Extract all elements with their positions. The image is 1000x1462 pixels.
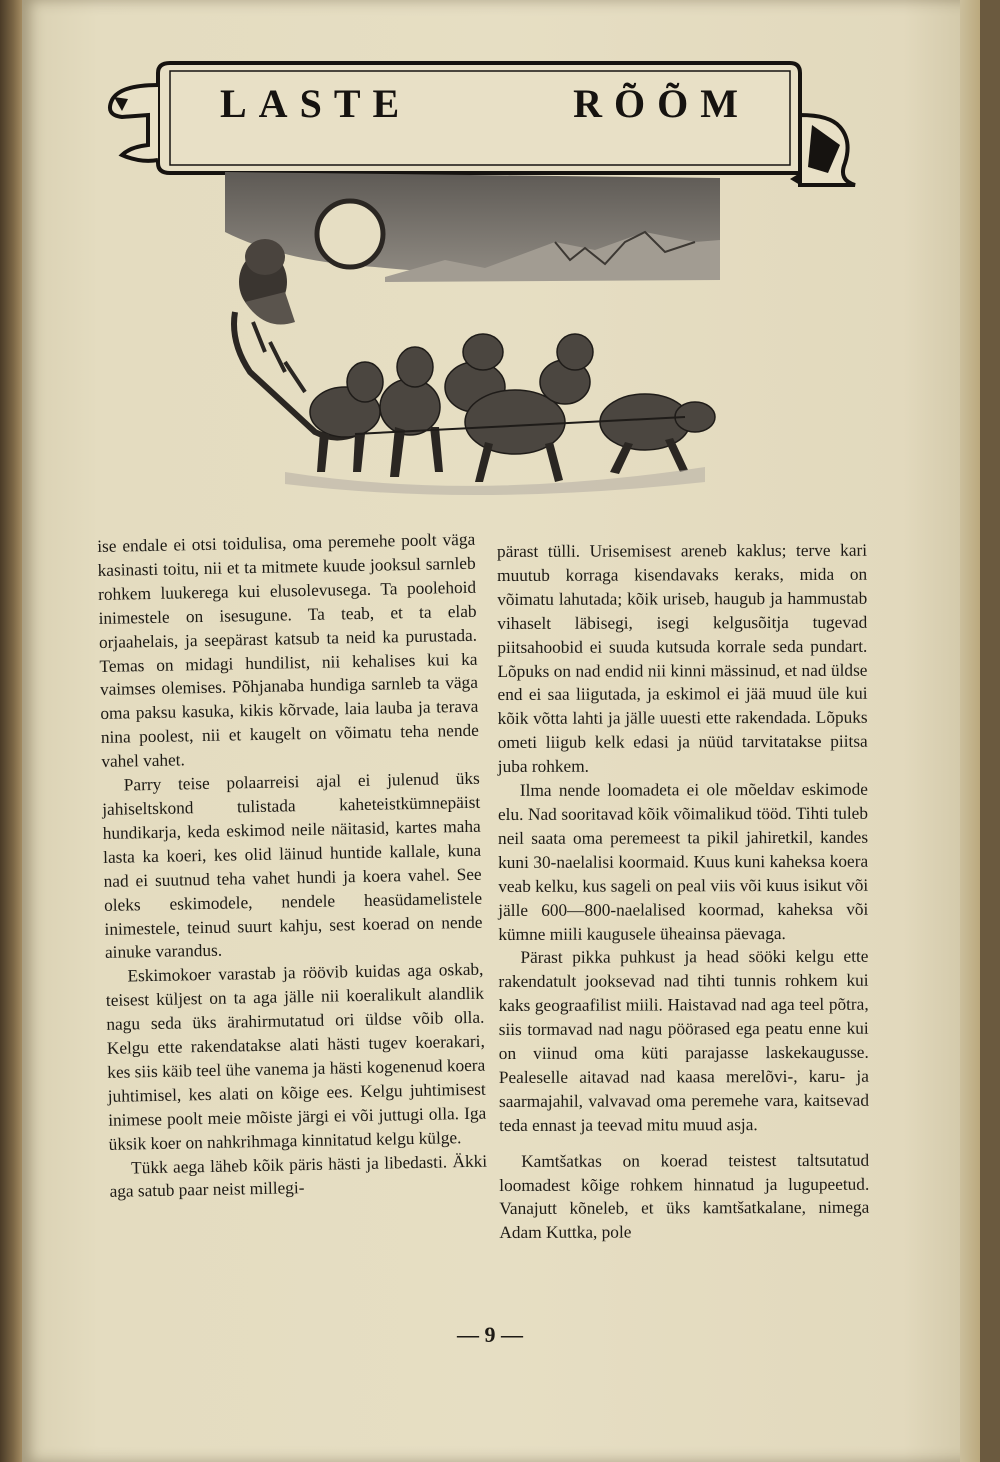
text-column-left bbox=[97, 528, 488, 1205]
title-word-2: RÕÕM bbox=[573, 81, 750, 126]
title-word-1: LASTE bbox=[220, 81, 412, 126]
sled-dogs-picture bbox=[225, 172, 720, 507]
page-edge bbox=[960, 0, 980, 1462]
paragraph: ise endale ei otsi toidulisa, oma peremehe poolt väga kasinasti toitu, nii et ta mitmete kuude jooksul sarnleb rohkem luukerega kui elusolevusega. Ta poolehoid inimestele on isesugune. Ta teab, et ta elab orjaahelais, ja seepärast katsub ta neid ka purustada. Temas on midagi hundilist, nii kehalises kui ka vaimses olemises. Põhjanaba hundiga sarnleb ta väga oma paksu kasuka, kikis kõrvade, laia lauba ja terava nina poolest, nii et kaugelt on võimatu teha nende vahel vahet. bbox=[97, 529, 480, 772]
dog-sled-illustration bbox=[225, 172, 720, 507]
paragraph: Eskimokoer varastab ja röövib kuidas aga oskab, teisest küljest on ta aga jälle nii koeralikult alandlik nagu seda üks ärahirmutatud ori üldse võib olla. Kelgu ette rakendatakse alati hästi tugev koerakari, kes siis käib teel ühe vanema ja hästi kogenenud koera juhtimisel, kes alati on kõige ees. Kelgu juhtimisest inimese poolt meie mõiste järgi ei või juttugi olla. Iga üksik koer on nahkrihmaga kinnitatud kelgu külge. bbox=[105, 959, 487, 1154]
paragraph: Ilma nende loomadeta ei ole mõeldav eskimode elu. Nad sooritavad kõik võimalikud tööd. Tihti tuleb neil saata oma peremeest ta pikil jahiretkil, kandes kuni 30-naelalisi koormaid. Kuus kuni kaheksa koera veab kelku, kus sageli on peal viis või kuus isikut või jälle 600—800-naelalised koormad, kaheksa või kümne miili kaugusele üheainsa päevaga. bbox=[497, 779, 869, 944]
paragraph: Parry teise polaarreisi ajal ei julenud üks jahiseltskond tulistada kaheteistkümnepäist hundikarja, keda eskimod neile näitasid, kartes maha lasta ka koeri, kes olid läinud huntide kallale, kuna nad ei suutnud teha vahet hundi ja koera vahel. See oleks eskimodele, nendele heasüdamelistele inimestele, teinud suurt kahju, sest koerad on nende ainuke varandus. bbox=[102, 768, 483, 963]
paragraph: Kamtšatkas on koerad teistest taltsutatud loomadest kõige rohkem hinnatud ja lugupeetud. Vanajutt kõneleb, et üks kamtšatkalane, nimega Adam Kuttka, pole bbox=[499, 1150, 870, 1243]
paragraph: pärast tülli. Urisemisest areneb kaklus; terve kari muutub korraga kisendavaks keraks, mida on võimatu lahutada; kõik uriseb, haugub ja hammustab vihaselt läbisegi, isegi kelgusõitja tugevad piitsahoobid ei suuda kutsuda korrale seda pundart. Lõpuks on nad endid nii kinni mässinud, et nad üldse end ei saa liigutada, ja eskimol ei jää muud üle kui kõik võtta lahti ja jälle uuesti ette rakendada. Lõpuks ometi liigub kelk edasi ja nüüd tarvitatakse piitsa juba rohkem. bbox=[497, 540, 868, 777]
page-title bbox=[220, 80, 750, 127]
page-number: — 9 — bbox=[457, 1322, 523, 1347]
paragraph: Pärast pikka puhkust ja head sööki kelgu ette rakendatult jooksevad nad tihti tunnis rohkem kui kaks geograafilist miili. Haistavad nad aga teel põtra, siis tormavad nad nagu pöörased ega peatu enne kui on viinud oma küti parajasse laskekaugusse. Pealeselle aitavad nad kaasa merelõvi-, karu- ja saarmajahil, valvavad oma peremehe vara, kaitsevad teda ennast ja teevad mitu muud asja. bbox=[498, 947, 869, 1135]
text-column-right bbox=[497, 539, 869, 1246]
book-spine bbox=[0, 0, 22, 1462]
paragraph: Tükk aega läheb kõik päris hästi ja libedasti. Äkki aga satub paar neist millegi- bbox=[109, 1151, 488, 1202]
